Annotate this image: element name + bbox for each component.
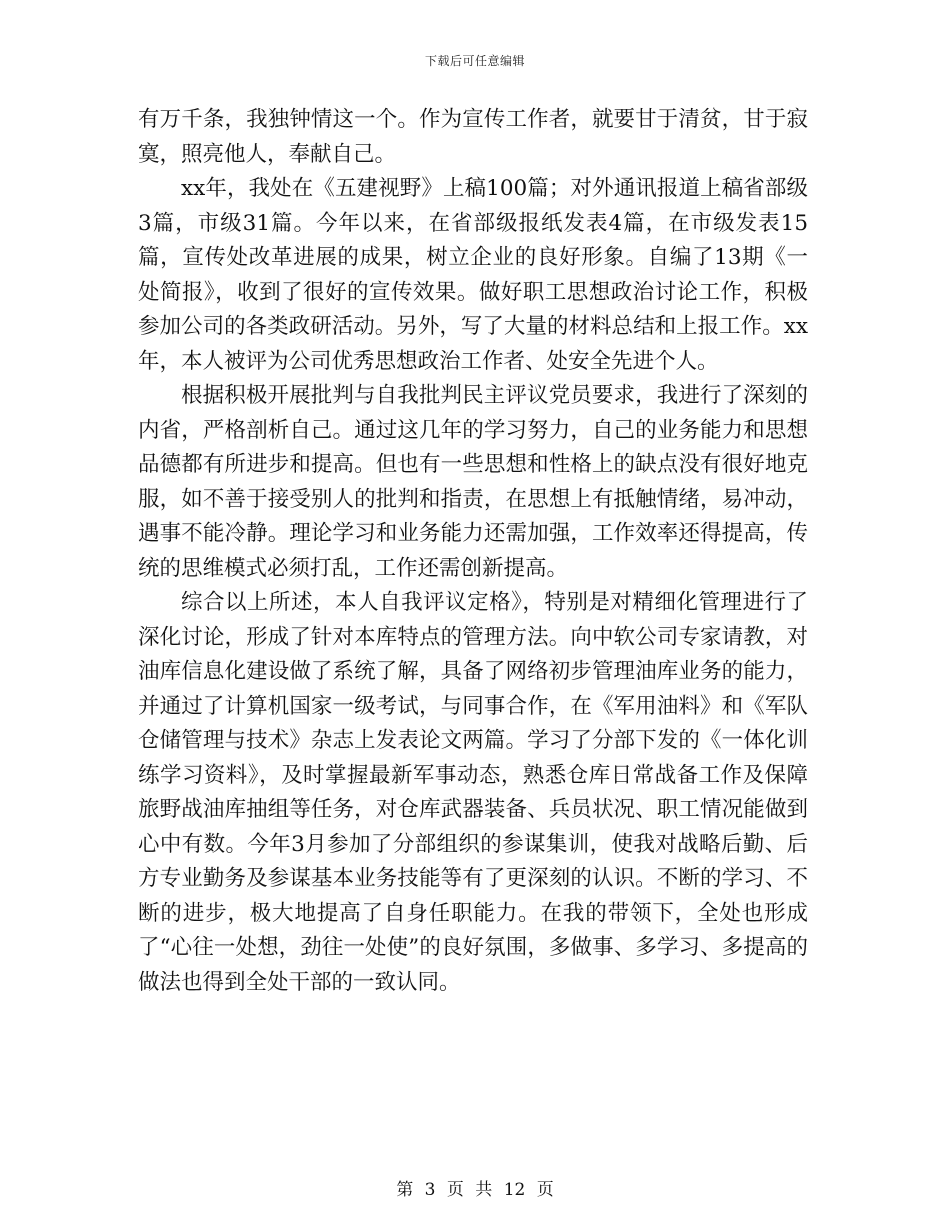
paragraph-3: 根据积极开展批判与自我批判民主评议党员要求，我进行了深刻的内省，严格剖析自己。通过这几年的学习努力，自己的业务能力和思想品德都有所进步和提高。但也有一些思想和性格上的缺点没有很好地克服，如不善于接受别人的批判和指责，在思想上有抵触情绪，易冲动，遇事不能冷静。理论学习和业务能力还需加强，工作效率还得提高，传统的思维模式必须打乱，工作还需创新提高。 (138, 383, 808, 581)
paragraph-2: xx年，我处在《五建视野》上稿100篇；对外通讯报道上稿省部级3篇，市级31篇。今年以来，在省部级报纸发表4篇，在市级发表15篇，宣传处改革进展的成果，树立企业的良好形象。自编了13期《一处简报》，收到了很好的宣传效果。做好职工思想政治讨论工作，积极参加公司的各类政研活动。另外，写了大量的材料总结和上报工作。xx年，本人被评为公司优秀思想政治工作者、处安全先进个人。 (138, 176, 808, 374)
document-body (138, 103, 808, 1000)
paragraph-1: 有万千条，我独钟情这一个。作为宣传工作者，就要甘于清贫，甘于寂寞，照亮他人，奉献自己。 (138, 107, 808, 167)
paragraph-4: 综合以上所述，本人自我评议定格》，特别是对精细化管理进行了深化讨论，形成了针对本库特点的管理方法。向中软公司专家请教，对油库信息化建设做了系统了解，具备了网络初步管理油库业务的能力，并通过了计算机国家一级考试，与同事合作，在《军用油料》和《军队仓储管理与技术》杂志上发表论文两篇。学习了分部下发的《一体化训练学习资料》，及时掌握最新军事动态，熟悉仓库日常战备工作及保障旅野战油库抽组等任务，对仓库武器装备、兵员状况、职工情况能做到心中有数。今年3月参加了分部组织的参谋集训，使我对战略后勤、后方专业勤务及参谋基本业务技能等有了更深刻的认识。不断的学习、不断的进步，极大地提高了自身任职能力。在我的带领下，全处也形成了“心往一处想，劲往一处使”的良好氛围，多做事、多学习、多提高的做法也得到全处干部的一致认同。 (138, 590, 808, 995)
page-number-footer: 第 3 页 共 12 页 (396, 1180, 554, 1200)
page-header: 下载后可任意编辑 (424, 54, 525, 68)
